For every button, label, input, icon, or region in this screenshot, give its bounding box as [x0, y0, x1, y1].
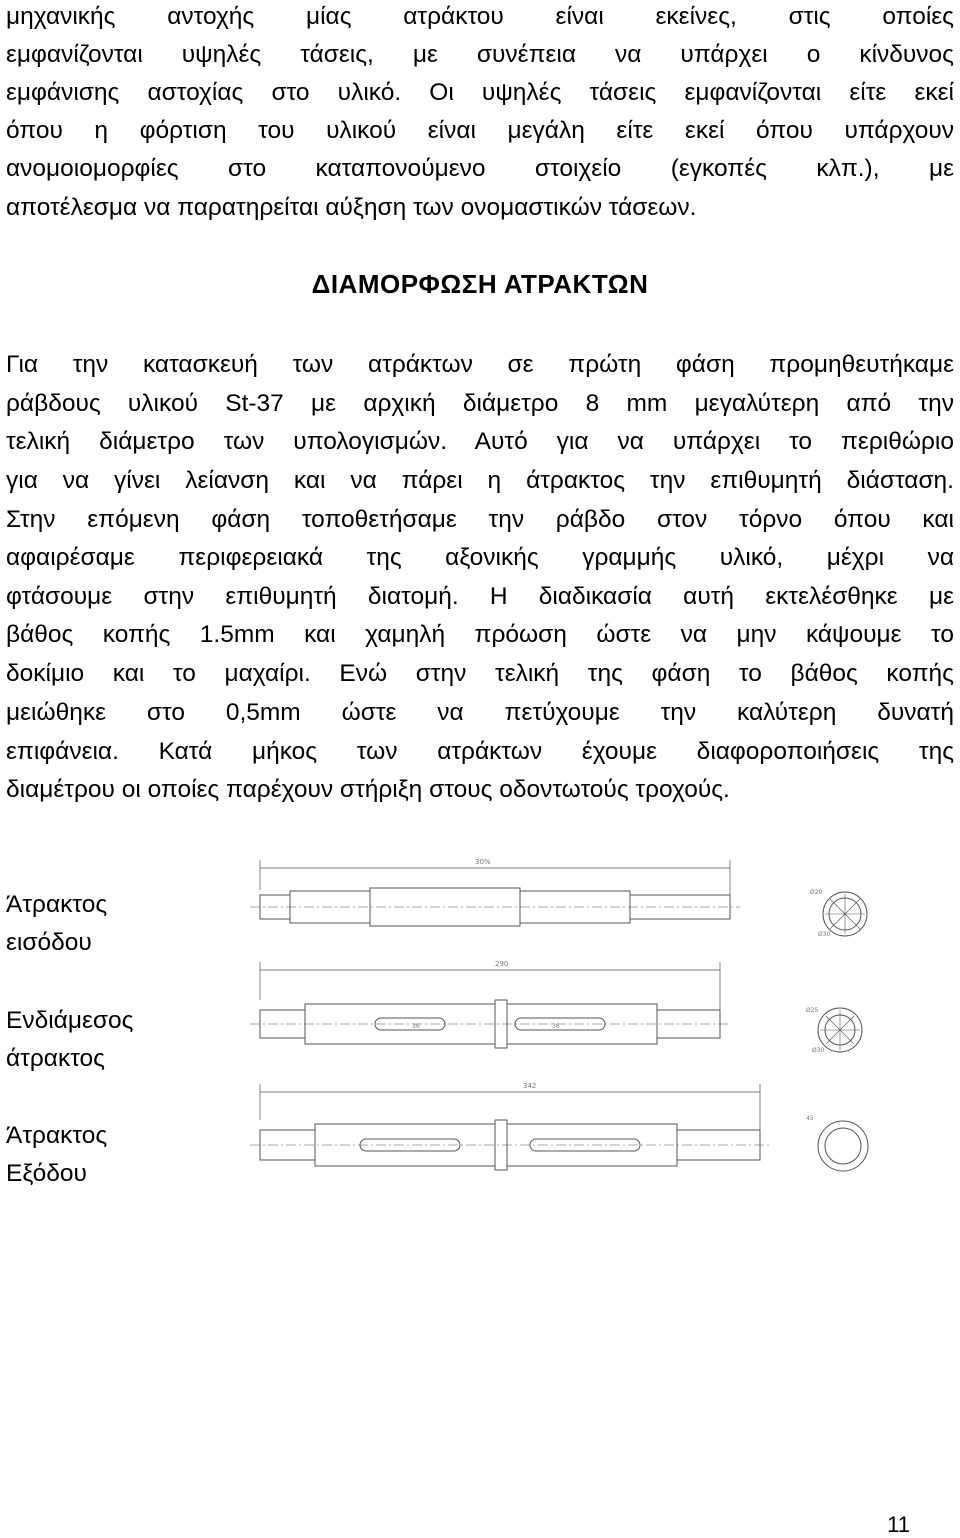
key-dim-b: 36: [552, 1023, 560, 1030]
text-line: Για την κατασκευή των ατράκτων σε πρώτη φάση προμηθευτήκαμε: [6, 351, 954, 378]
dim-total-intermediate: 290: [495, 960, 509, 968]
text-line: εμφάνισης αστοχίας στο υλικό. Οι υψηλές τάσεις εμφανίζονται είτε εκεί: [6, 79, 954, 106]
dim-a-output: 45: [806, 1115, 814, 1122]
input-shaft-drawing: [250, 858, 867, 938]
shaft-label-intermediate-line1: Ενδιάμεσος: [6, 1007, 134, 1034]
text-line: αποτέλεσμα να παρατηρείται αύξηση των ονομαστικών τάσεων.: [6, 194, 697, 221]
dim-total-output: 342: [523, 1082, 537, 1090]
shaft-drawing: [240, 850, 880, 1180]
shaft-label-output-line1: Άτρακτος: [6, 1122, 108, 1149]
text-line: διαμέτρου οι οποίες παρέχουν στήριξη στους οδοντωτούς τροχούς.: [6, 776, 730, 803]
section-heading: ΔΙΑΜΟΡΦΩΣΗ ΑΤΡΑΚΤΩΝ: [311, 269, 649, 299]
text-line: εμφανίζονται υψηλές τάσεις, με συνέπεια να υπάρχει ο κίνδυνος: [6, 41, 954, 68]
shaft-label-input-line1: Άτρακτος: [6, 891, 108, 918]
text-line: ράβδους υλικού St-37 με αρχική διάμετρο 8 mm μεγαλύτερη από την: [6, 390, 954, 417]
text-line: όπου η φόρτιση του υλικού είναι μεγάλη είτε εκεί όπου υπάρχουν: [6, 117, 954, 144]
text-line: αφαιρέσαμε περιφερειακά της αξονικής γραμμής υλικό, μέχρι να: [6, 544, 954, 571]
shaft-label-input-line2: εισόδου: [6, 929, 92, 956]
text-line: Στην επόμενη φάση τοποθετήσαμε την ράβδο στον τόρνο όπου και: [6, 506, 954, 533]
shaft-label-intermediate-line2: άτρακτος: [6, 1045, 105, 1072]
page-number: 11: [887, 1512, 910, 1537]
dim-a-intermediate: Ø25: [806, 1007, 819, 1014]
text-line: δοκίμιο και το μαχαίρι. Ενώ στην τελική της φάση το βάθος κοπής: [6, 660, 954, 687]
text-line: για να γίνει λείανση και να πάρει η άτρακτος την επιθυμητή διάσταση.: [6, 467, 954, 494]
output-shaft-drawing: [250, 1082, 868, 1171]
intermediate-shaft-drawing: [250, 960, 862, 1054]
text-line: μηχανικής αντοχής μίας ατράκτου είναι εκείνες, στις οποίες: [6, 3, 954, 30]
text-line: μειώθηκε στο 0,5mm ώστε να πετύχουμε την καλύτερη δυνατή: [6, 699, 954, 726]
shaft-label-output-line2: Εξόδου: [6, 1160, 87, 1187]
dim-a-input: Ø20: [810, 889, 823, 896]
text-line: φτάσουμε στην επιθυμητή διατομή. Η διαδικασία αυτή εκτελέσθηκε με: [6, 583, 954, 610]
text-line: επιφάνεια. Κατά μήκος των ατράκτων έχουμε διαφοροποιήσεις της: [6, 738, 954, 765]
dim-total-input: 30%: [475, 858, 491, 866]
dim-b-input: Ø30: [818, 931, 831, 938]
dim-b-intermediate: Ø30: [812, 1047, 825, 1054]
text-line: ανομοιομορφίες στο καταπονούμενο στοιχείο (εγκοπές κλπ.), με: [6, 155, 954, 182]
text-line: βάθος κοπής 1.5mm και χαμηλή πρόωση ώστε να μην κάψουμε το: [6, 621, 954, 648]
text-line: τελική διάμετρο των υπολογισμών. Αυτό για να υπάρχει το περιθώριο: [6, 428, 954, 455]
key-dim-a: 36: [412, 1023, 420, 1030]
